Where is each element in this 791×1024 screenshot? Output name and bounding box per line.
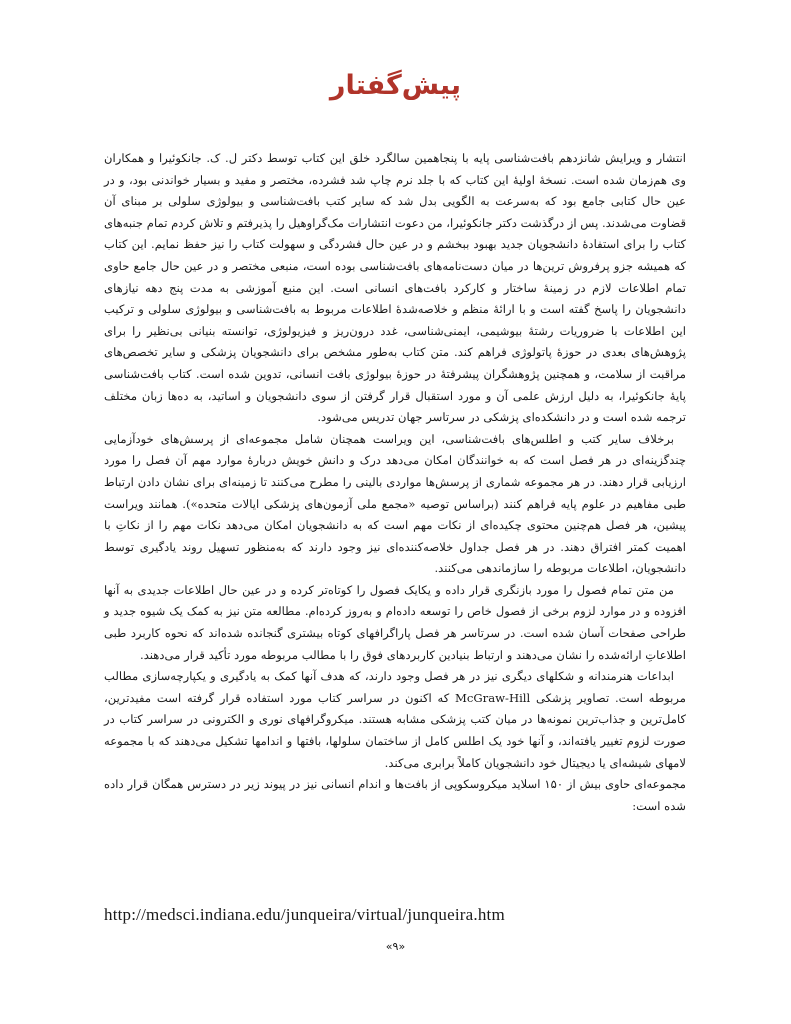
paragraph-4: ابداعات هنرمندانه و شکلهای دیگری نیز در هر فصل وجود دارند، که هدف آنها کمک به یادگیری و یکپارچه‌سازی مطالب مربوطه است. تصاویر پزشکی McGraw-Hill که اکنون در سراسر کتاب مورد استفاده قرار گرفته است مفیدترین، کامل‌ترین و جذاب‌ترین نمونه‌ها در میان کتب پزشکی مشابه هستند. میکروگرافهای نوری و الکترونی در سراسر کتاب در صورت لزوم تغییر یافته‌اند، و آنها خود یک اطلس کامل از ساختمان سلولها، بافتها و اندامها تشکیل می‌دهند که با مجموعه لامهای شیشه‌ای یا دیجیتال خود دانشجویان کاملاً برابری می‌کند. (104, 669, 687, 770)
paragraph-3: من متن تمام فصول را مورد بازنگری قرار داده و یکایک فصول را کوتاه‌تر کرده و در عین حال اطلاعات جدیدی به آنها افزوده و در موارد لزوم برخی از فصول خاص را توسعه داده‌ام و به‌روز کرده‌ام. مطالعه متن نیز به کمک یک شیوه جدید و طراحی صفحات آسان شده است. در سرتاسر هر فصل پاراگرافهای کوتاه بیشتری گنجانده شده‌اند که نحوه کاربرد طبی اطلاعاتِ ارائه‌شده را نشان می‌دهند و ارتباط بنیادین کاربردهای فوق را با مطالب مربوطه مورد تأکید قرار می‌دهند. (104, 582, 686, 662)
page-number: «۹» (385, 940, 406, 953)
page-title: پیش‌گفتار (329, 70, 462, 101)
paragraph-2: برخلاف سایر کتب و اطلس‌های بافت‌شناسی، این ویراست همچنان شامل مجموعه‌ای از پرسش‌های خودآزمایی چندگزینه‌ای در هر فصل است که به خوانندگان امکان می‌دهد درک و دانش خویش دربارهٔ موارد مهم آن فصل را مورد ارزیابی قرار دهند. در هر مجموعه شماری از پرسش‌ها مواردی بالینی را مطرح می‌کنند تا زمینه‌ای برای نشان دادن ارتباط طبی مفاهیم در علوم پایه فراهم کنند (براساس توصیه «مجمع ملی آزمون‌های پزشکی ایالات متحده»). همانند ویراست پیشین، هر فصل هم‌چنین محتوی چکیده‌ای از نکات مهم است که به دانشجویان امکان می‌دهد نکات مهم را از نکاتِ با اهمیت کمتر افتراق دهند. در هر فصل جداول خلاصه‌کننده‌ای نیز وجود دارند که به‌منظور تسهیل روند یادگیری توسط دانشجویان، اطلاعات مربوطه را سازماندهی می‌کنند. (104, 431, 686, 576)
paragraph-1: انتشار و ویرایش شانزدهم بافت‌شناسی پایه با پنجاهمین سالگرد خلق این کتاب توسط دکتر ل. ک. جانکوئیرا و همکاران وی هم‌زمان شده است. نسخهٔ اولیهٔ این کتاب که با جلد نرم چاپ شد فشرده، مختصر و مفید و بسیار خواندنی بود، و در عین حال کتابی جامع بود که به‌سرعت به الگویی بدل شد که سایر کتب بافت‌شناسی و بیولوژی سلولی بر مبنای آن قضاوت می‌شدند. پس از درگذشت دکتر جانکوئیرا، من دعوت انتشارات مک‌گراوهیل را پذیرفتم و تلاش کردم تمام جنبه‌های کتاب را برای استفادهٔ دانشجویان جدید بهبود ببخشم و در عین حال فشردگی و سهولت کتاب را نیز حفظ نمایم. این کتاب که همیشه جزو پرفروش ترین‌ها در میان دست‌نامه‌های بافت‌شناسی بوده است، منبعی مختصر و در عین حال جامع حاوی تمام اطلاعات لازم در زمینهٔ ساختار و کارکرد بافت‌های انسانی است. این منبع آموزشی به مدت پنج دهه نیازهای دانشجویان را پاسخ گفته است و با ارائهٔ منظم و خلاصه‌شدهٔ اطلاعات مربوط به بافت‌شناسی و بیولوژی سلولی و ترکیب این اطلاعات با ضروریات رشتهٔ بیوشیمی، ایمنی‌شناسی، غدد درون‌ریز و فیزیولوژی، توانسته بنیانی بی‌نظیر را برای پژوهش‌های بعدی در حوزهٔ پاتولوژی فراهم کند. متن کتاب به‌طور مشخص برای دانشجویان پزشکی و سایر تخصص‌های مراقبت از سلامت، و همچنین پژوهشگران پیشرفتهٔ در حوزهٔ بیولوژی بافت انسانی، تدوین شده است. کتاب بافت‌شناسی پایهٔ جانکوئیرا، به دلیل ارزش علمی آن و مورد استقبال قرار گرفتن از سوی دانشجویان و اساتید، به ده‌ها زبان مختلف ترجمه شده است و در دانشکده‌ای پزشکی در سرتاسر جهان تدریس می‌شود. (104, 151, 686, 425)
body-text (104, 148, 686, 817)
paragraph-5: مجموعه‌ای حاوی بیش از ۱۵۰ اسلاید میکروسکوپی از بافت‌ها و اندام انسانی نیز در پیوند زیر در دسترس همگان قرار داده شده است: (104, 777, 686, 813)
slide-collection-url[interactable]: http://medsci.indiana.edu/junqueira/virtual/junqueira.htm (104, 905, 505, 924)
